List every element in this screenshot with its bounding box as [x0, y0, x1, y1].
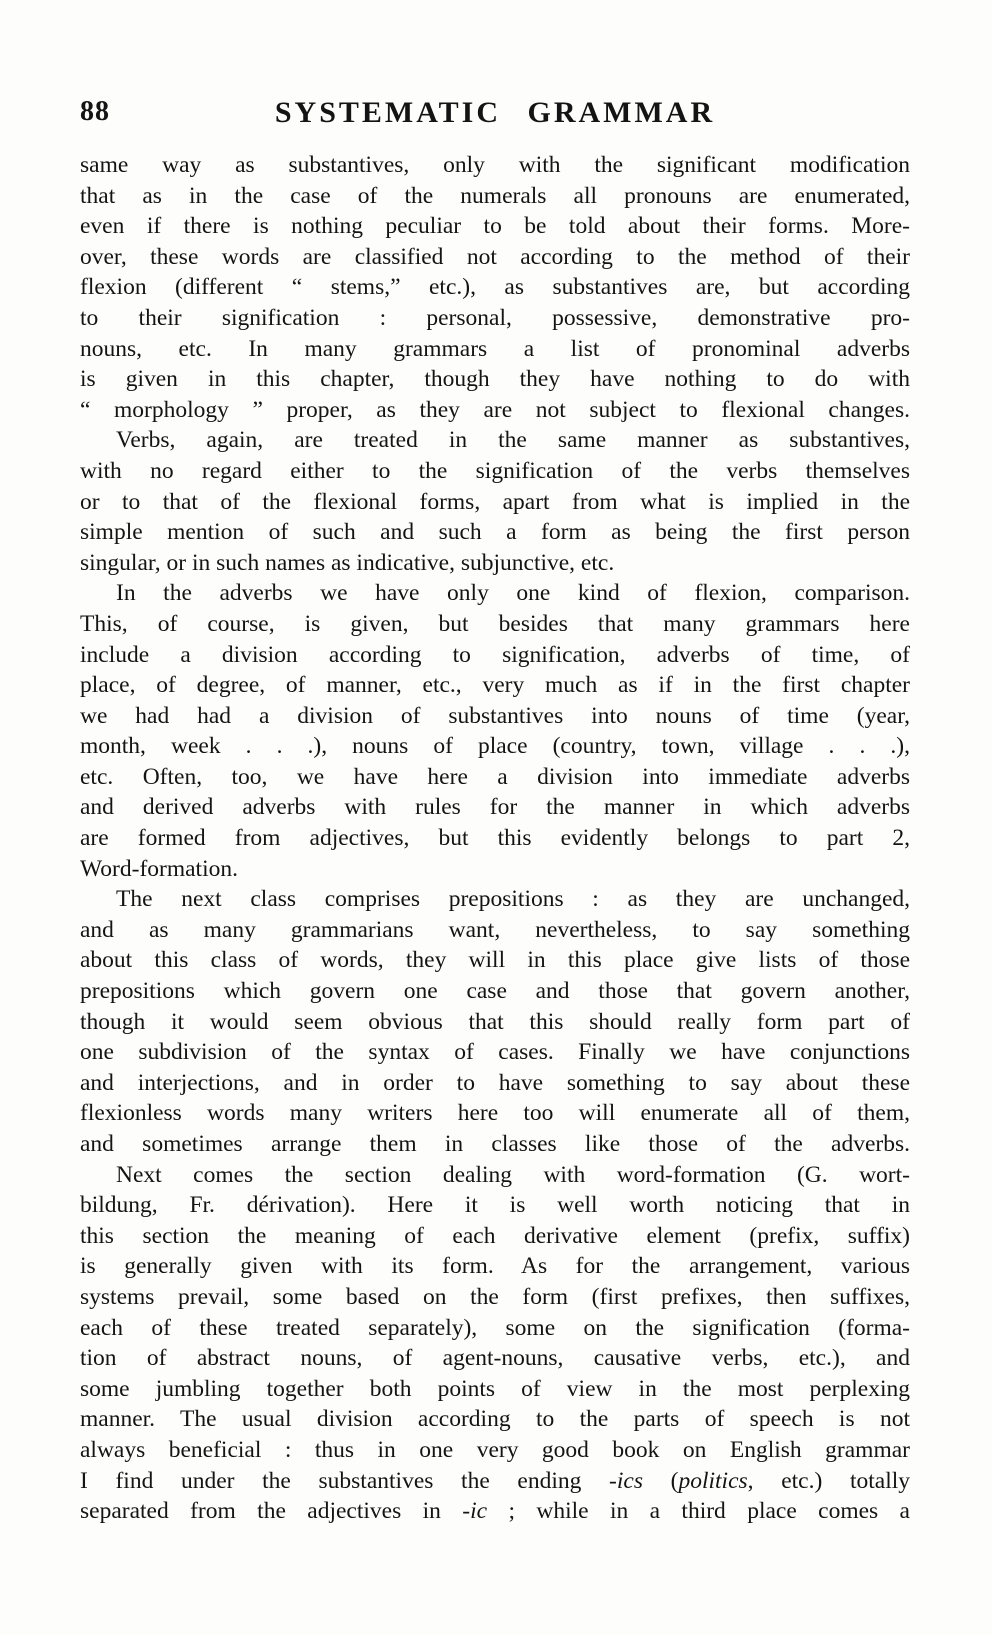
text-line: nouns, etc. In many grammars a list of pronominal adverbs: [80, 335, 910, 362]
page-number: 88: [80, 96, 110, 127]
page-header: [80, 96, 910, 136]
text-line: month, week . . .), nouns of place (country, town, village . . .),: [80, 733, 910, 760]
text-line: that as in the case of the numerals all pronouns are enumerated,: [80, 182, 910, 209]
text-line: Next comes the section dealing with word-formation (G. wort-: [116, 1161, 910, 1188]
text-line: and sometimes arrange them in classes like those of the adverbs.: [80, 1131, 910, 1157]
text-line: with no regard either to the signification of the verbs themselves: [80, 457, 910, 484]
text-line: same way as substantives, only with the significant modification: [80, 152, 910, 178]
text-line: are formed from adjectives, but this evidently belongs to part 2,: [80, 825, 910, 852]
text-line: this section the meaning of each derivative element (prefix, suffix): [80, 1222, 910, 1249]
text-line: Verbs, again, are treated in the same manner as substantives,: [116, 427, 910, 454]
paragraph: [80, 884, 910, 1159]
text-line: Word-formation.: [80, 855, 238, 882]
text-line: one subdivision of the syntax of cases. Finally we have conjunctions: [80, 1039, 910, 1066]
text-line: In the adverbs we have only one kind of flexion, comparison.: [116, 580, 910, 607]
text-line: and interjections, and in order to have something to say about these: [80, 1069, 910, 1096]
text-line: even if there is nothing peculiar to be told about their forms. More-: [80, 213, 910, 240]
paragraph: [80, 578, 910, 884]
text-line: tion of abstract nouns, of agent-nouns, causative verbs, etc.), and: [80, 1345, 910, 1372]
text-line: place, of degree, of manner, etc., very much as if in the first chapter: [80, 672, 910, 699]
text-line: and derived adverbs with rules for the manner in which adverbs: [80, 794, 910, 821]
text-line: we had had a division of substantives into nouns of time (year,: [80, 702, 910, 729]
page-title: SYSTEMATIC GRAMMAR: [274, 96, 716, 129]
text-line: flexion (different “ stems,” etc.), as substantives are, but according: [80, 274, 910, 301]
text-line: I find under the substantives the ending -ics (politics, etc.) totally: [80, 1467, 910, 1494]
text-line: is given in this chapter, though they have nothing to do with: [80, 366, 910, 393]
text-line: singular, or in such names as indicative, subjunctive, etc.: [80, 549, 615, 576]
text-line: etc. Often, too, we have here a division into immediate adverbs: [80, 763, 910, 790]
text-line: or to that of the flexional forms, apart from what is implied in the: [80, 488, 910, 515]
text-line: separated from the adjectives in -ic ; while in a third place comes a: [80, 1498, 910, 1525]
text-line: prepositions which govern one case and those that govern another,: [80, 978, 910, 1005]
text-line: some jumbling together both points of view in the most perplexing: [80, 1375, 910, 1402]
text-line: simple mention of such and such a form as being the first person: [80, 519, 910, 546]
text-line: This, of course, is given, but besides that many grammars here: [80, 610, 910, 637]
paragraph: [80, 1160, 910, 1527]
text-line: and as many grammarians want, nevertheless, to say something: [80, 916, 910, 943]
text-line: is generally given with its form. As for the arrangement, various: [80, 1253, 910, 1280]
text-line: include a division according to signification, adverbs of time, of: [80, 641, 910, 668]
text-line: though it would seem obvious that this should really form part of: [80, 1008, 910, 1035]
text-line: “ morphology ” proper, as they are not subject to flexional changes.: [80, 396, 910, 423]
text-line: bildung, Fr. dérivation). Here it is well worth noticing that in: [80, 1192, 910, 1219]
text-line: each of these treated separately), some on the signification (forma-: [80, 1314, 910, 1341]
text-line: to their signification : personal, possessive, demonstrative pro-: [80, 304, 910, 331]
paragraph: [80, 150, 910, 425]
text-line: flexionless words many writers here too will enumerate all of them,: [80, 1100, 910, 1127]
text-line: over, these words are classified not according to the method of their: [80, 243, 910, 270]
text-line: manner. The usual division according to the parts of speech is not: [80, 1406, 910, 1433]
paragraph: [80, 425, 910, 578]
text-line: The next class comprises prepositions : as they are unchanged,: [116, 886, 910, 913]
text-line: always beneficial : thus in one very good book on English grammar: [80, 1436, 910, 1463]
text-line: about this class of words, they will in this place give lists of those: [80, 947, 910, 974]
text-line: systems prevail, some based on the form (first prefixes, then suffixes,: [80, 1283, 910, 1310]
text-block: [80, 150, 910, 1527]
